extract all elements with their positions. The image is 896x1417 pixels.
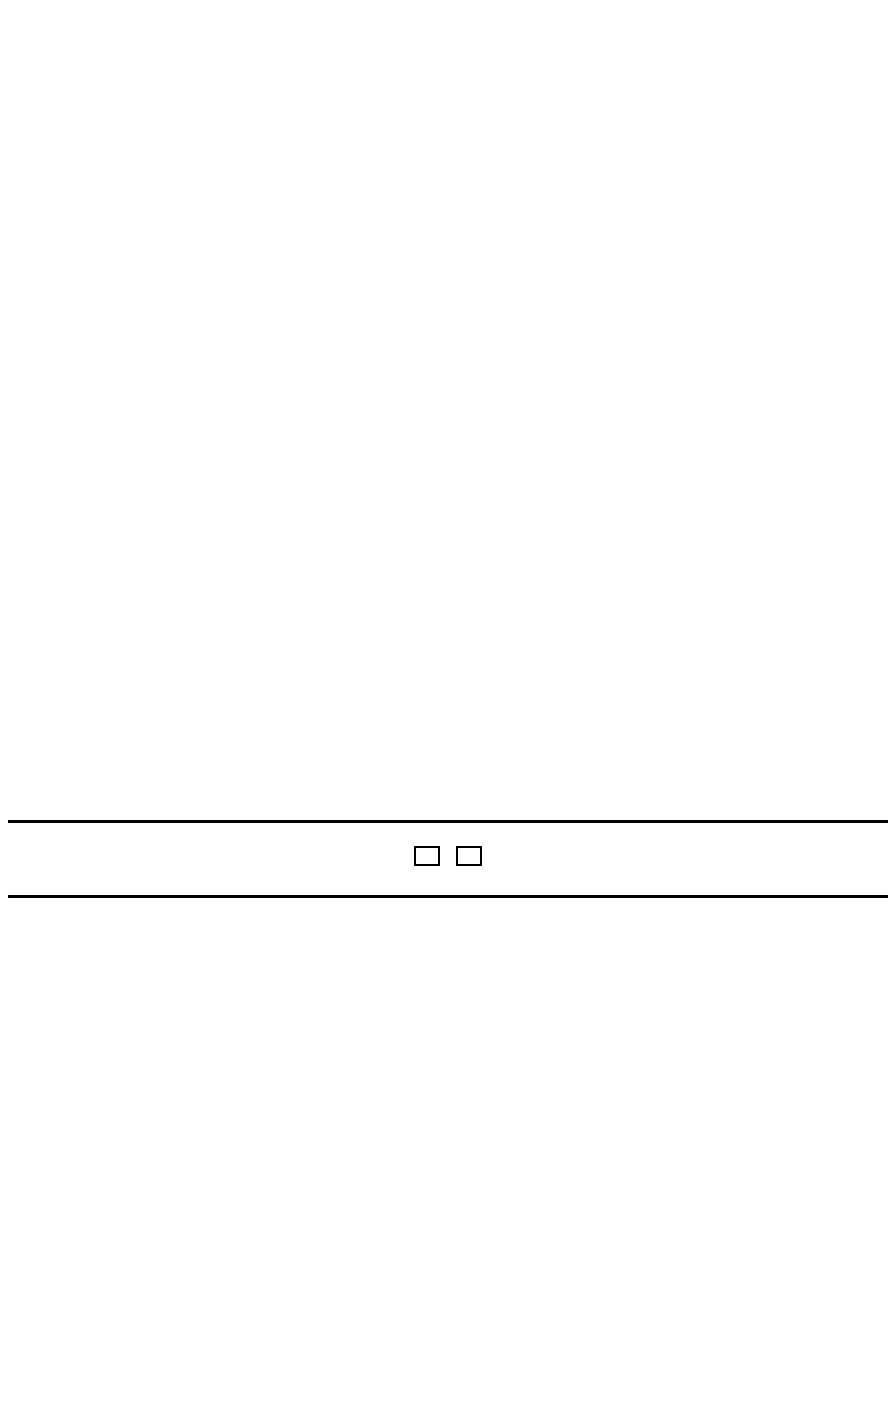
guide-title [8, 823, 888, 883]
classifieds-section [8, 20, 888, 816]
tool-icon [414, 846, 440, 866]
home-service-guide-banner [8, 820, 888, 898]
masthead [8, 4, 888, 18]
house-icon [456, 846, 482, 866]
service-guide-section [8, 902, 888, 1410]
